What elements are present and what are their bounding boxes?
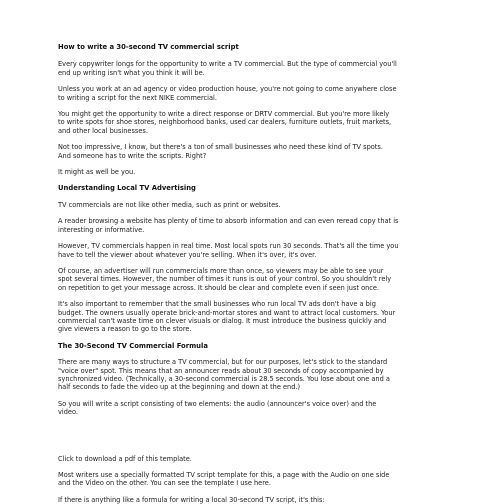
- text-line: However, TV commercials happen in real time. Most local spots run 30 seconds. That's all the time you: [58, 242, 399, 251]
- text-line: end up writing isn't what you think it will be.: [58, 68, 205, 77]
- text-line: It might as well be you.: [58, 168, 136, 177]
- text-line: spot several times. However, the number of times it runs is out of your control. So you shouldn't rely: [58, 275, 392, 284]
- section1-paragraph-2: [58, 217, 450, 234]
- section1-paragraph-4: [58, 267, 450, 292]
- text-line: And someone has to write the scripts. Right?: [58, 151, 207, 160]
- section2-paragraph-1: [58, 358, 450, 392]
- intro-paragraph-4: [58, 143, 450, 160]
- text-line: on repetition to get your message across. It should be clear and complete even if seen just once.: [58, 283, 380, 292]
- text-line: Click to download a pdf of this template.: [58, 454, 192, 463]
- section-heading-formula: The 30-Second TV Commercial Formula: [58, 341, 208, 350]
- text-line: Every copywriter longs for the opportunity to write a TV commercial. But the type of commercial you'll: [58, 60, 397, 69]
- section2-paragraph-2: [58, 400, 450, 417]
- intro-paragraph-1: [58, 60, 450, 77]
- text-line: video.: [58, 408, 78, 417]
- text-line: and the Video on the other. You can see the template I use here.: [58, 479, 271, 488]
- section1-paragraph-1: [58, 201, 450, 209]
- intro-paragraph-5: [58, 168, 450, 176]
- text-line: "voice over" spot. This means that an announcer reads about 30 seconds of copy accompanied by: [58, 366, 384, 375]
- download-pdf-text: [58, 455, 450, 463]
- section1-paragraph-3: [58, 242, 450, 259]
- article: [58, 43, 450, 504]
- intro-paragraph-3: [58, 110, 450, 135]
- text-line: If there is anything like a formula for writing a local 30-second TV script, it's this:: [58, 495, 325, 504]
- text-line: So you will write a script consisting of two elements: the audio (announcer's voice over) and the: [58, 399, 377, 408]
- text-line: There are many ways to structure a TV commercial, but for our purposes, let's stick to the standard: [58, 358, 388, 367]
- text-line: TV commercials are not like other media, such as print or websites.: [58, 200, 281, 209]
- text-line: to write spots for shoe stores, neighborhood banks, used car dealers, furniture outlets, fruit markets,: [58, 118, 392, 127]
- section-heading-local-tv: Understanding Local TV Advertising: [58, 184, 196, 193]
- text-line: give viewers a reason to go to the store.: [58, 325, 192, 334]
- text-line: Not too impressive, I know, but there's a ton of small businesses who need these kind of TV spots.: [58, 143, 383, 152]
- text-line: Most writers use a specially formatted TV script template for this, a page with the Audio on one side: [58, 471, 390, 479]
- text-line: Unless you work at an ad agency or video production house, you're not going to come anywhere close: [58, 85, 397, 94]
- text-line: It's also important to remember that the small businesses who run local TV ads don't have a big: [58, 300, 376, 309]
- closing-paragraph-3: [58, 496, 450, 504]
- text-line: synchronized video. (Technically, a 30-second commercial is 28.5 seconds. You lose about one and a: [58, 374, 390, 383]
- text-line: to writing a script for the next NIKE commercial.: [58, 93, 217, 102]
- text-line: and other local businesses.: [58, 126, 148, 135]
- text-line: have to tell the viewer about whatever you're selling. When it's over, it's over.: [58, 250, 317, 259]
- text-line: interesting or informative.: [58, 225, 145, 234]
- closing-paragraph-2: [58, 471, 450, 488]
- text-line: budget. The owners usually operate brick-and-mortar stores and want to attract local customers. Your: [58, 308, 396, 317]
- article-title: How to write a 30-second TV commercial script: [58, 43, 239, 51]
- text-line: You might get the opportunity to write a direct response or DRTV commercial. But you're more likely: [58, 110, 390, 119]
- intro-paragraph-2: [58, 85, 450, 102]
- section1-paragraph-5: [58, 300, 450, 334]
- text-line: commercial can't waste time on clever visuals or dialog. It must introduce the business quickly and: [58, 316, 387, 325]
- text-line: half seconds to fade the video up at the beginning and down at the end.): [58, 383, 301, 392]
- text-line: A reader browsing a website has plenty of time to absorb information and can even reread copy that is: [58, 217, 399, 226]
- text-line: Of course, an advertiser will run commercials more than once, so viewers may be able to see your: [58, 266, 384, 275]
